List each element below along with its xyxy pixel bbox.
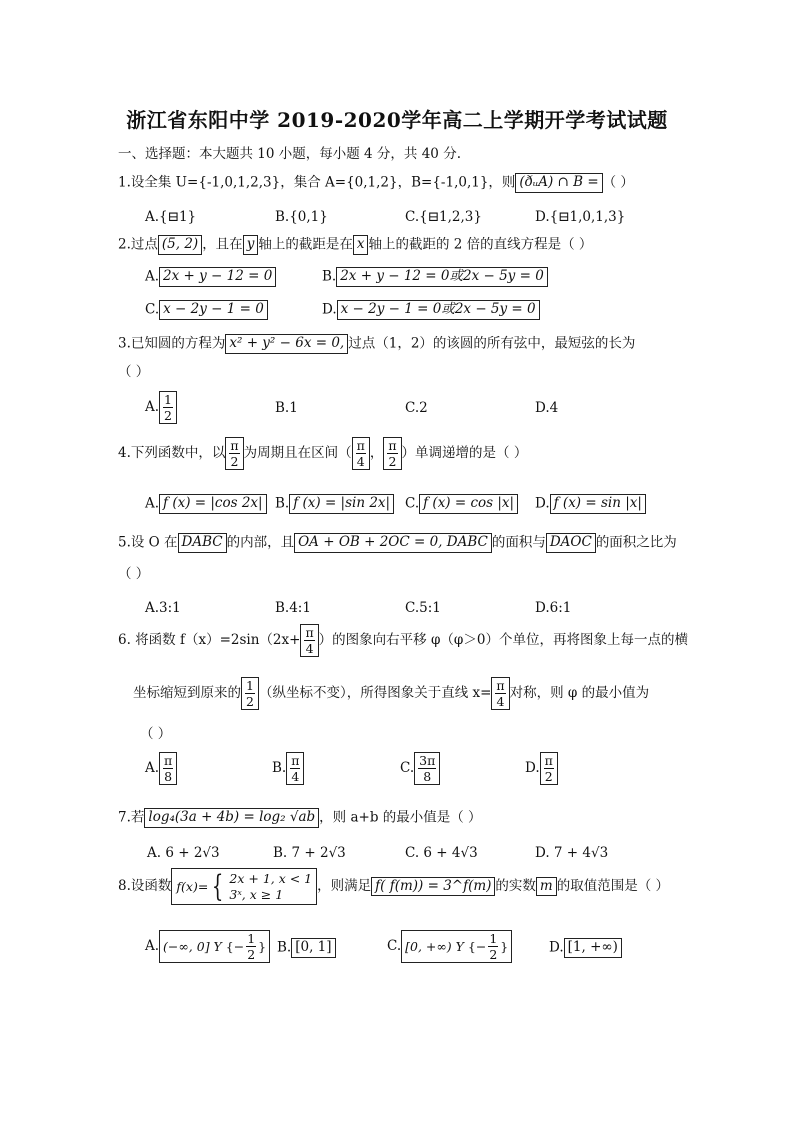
question-4-stem: 4.下列函数中，以 $\frac{\pi}{2}$ 为周期且在区间（ $\frac{\pi}{4}$ ， $\frac{\pi}{2}$ ）单调递增的是（ ） — [118, 438, 528, 470]
q4-option-d: D. f (x) = sin |x| — [535, 494, 646, 514]
q7-option-d: D. 7 + 4√3 — [535, 845, 609, 861]
q6-answer-paren: （ ） — [140, 726, 172, 742]
q1-option-c: C.{⊟1,2,3} — [405, 209, 482, 225]
exam-title: 浙江省东阳中学 2019-2020学年高二上学期开学考试试题 — [126, 108, 668, 132]
q1-formula: (ðᵤA) ∩ B = — [515, 173, 602, 193]
q3-option-d: D.4 — [535, 400, 559, 416]
q2-option-d: D. x − 2y − 1 = 0或2x − 5y = 0 — [322, 300, 540, 320]
q3-option-a: A. $\frac{1}{2}$ — [145, 391, 177, 424]
q3-answer-paren: （ ） — [118, 364, 150, 380]
q5-option-b: B.4:1 — [275, 600, 311, 616]
q5-option-d: D.6:1 — [535, 600, 572, 616]
question-3-stem: 3.已知圆的方程为 x² + y² − 6x = 0, 过点（1，2）的该圆的所有弦中，最短弦的长为 — [118, 334, 635, 354]
question-2-stem: 2.过点 (5, 2) ，且在 y 轴上的截距是在 x 轴上的截距的 2 倍的直线方程是（ ） — [118, 235, 592, 255]
q7-option-b: B. 7 + 2√3 — [273, 845, 346, 861]
q8-option-d: D. [1, +∞) — [549, 938, 622, 958]
q5-option-c: C.5:1 — [405, 600, 441, 616]
q8-piecewise-function: f(x)= { 2x + 1, x < 1 3ˣ, x ≥ 1 — [171, 868, 317, 905]
q1-option-d: D.{⊟1,0,1,3} — [535, 209, 626, 225]
q4-option-b: B. f (x) = |sin 2x| — [275, 494, 394, 514]
question-7-stem: 7.若 log₄(3a + 4b) = log₂ √ab ，则 a+b 的最小值是（ ） — [118, 808, 482, 828]
q5-answer-paren: （ ） — [118, 566, 150, 582]
q3-option-b: B.1 — [275, 400, 298, 416]
q6-option-c: C. $\frac{3\pi}{8}$ — [400, 752, 440, 785]
q8-option-b: B. [0, 1] — [277, 938, 336, 958]
q3-option-c: C.2 — [405, 400, 428, 416]
q7-option-a: A. 6 + 2√3 — [147, 845, 220, 861]
q4-option-c: C. f (x) = cos |x| — [405, 494, 518, 514]
q2-option-a: A. 2x + y − 12 = 0 — [145, 267, 276, 287]
question-8-stem: 8.设函数 f(x)= { 2x + 1, x < 1 3ˣ, x ≥ 1 ，则满足 f( f(m)) = 3^f(m) 的实数 m 的取值范围是（ ） — [118, 868, 670, 904]
q8-option-a: A. (−∞, 0] Y {− $\frac{1}{2}$ } — [145, 930, 270, 963]
q4-option-a: A. f (x) = |cos 2x| — [145, 494, 267, 514]
q1-option-a: A.{⊟1} — [145, 209, 197, 225]
section-header: 一、选择题：本大题共 10 小题，每小题 4 分，共 40 分. — [118, 146, 461, 162]
q8-option-c: C. [0, +∞) Y {− $\frac{1}{2}$ } — [387, 930, 512, 963]
q2-option-b: B. 2x + y − 12 = 0或2x − 5y = 0 — [322, 267, 548, 287]
question-1-stem: 1.设全集 U={-1,0,1,2,3}，集合 A={0,1,2}，B={-1,0,1}，则 (ðᵤA) ∩ B = （ ） — [118, 173, 634, 193]
question-5-stem: 5.设 O 在 DABC 的内部，且 OA + OB + 2OC = 0, DABC 的面积与 DAOC 的面积之比为 — [118, 533, 677, 553]
question-6-stem: 6. 将函数 f（x）=2sin（2x+ $\frac{\pi}{4}$ ）的图象向右平移 φ（φ＞0）个单位，再将图象上每一点的横 — [118, 625, 688, 657]
q6-option-b: B. $\frac{\pi}{4}$ — [272, 752, 304, 785]
q7-option-c: C. 6 + 4√3 — [405, 845, 478, 861]
q5-option-a: A.3:1 — [145, 600, 181, 616]
q6-option-d: D. $\frac{\pi}{2}$ — [525, 752, 558, 785]
q1-option-b: B.{0,1} — [275, 209, 328, 225]
q6-option-a: A. $\frac{\pi}{8}$ — [145, 752, 177, 785]
q2-option-c: C. x − 2y − 1 = 0 — [145, 300, 268, 320]
question-6-stem-continued: 坐标缩短到原来的 $\frac{1}{2}$ （纵坐标不变），所得图象关于直线 x= $\frac{\pi}{4}$ 对称，则 φ 的最小值为 — [133, 678, 650, 710]
